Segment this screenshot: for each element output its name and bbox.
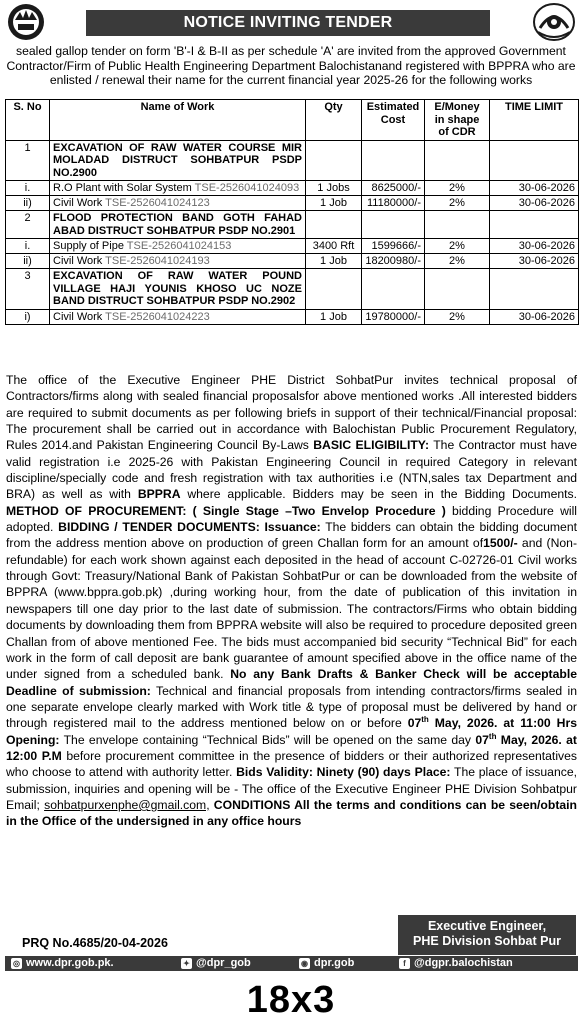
fee-amount: 1500/-	[483, 536, 518, 551]
empty-cell	[425, 211, 490, 239]
table-row	[6, 309, 579, 324]
opening-label: Opening:	[6, 732, 60, 747]
empty-cell	[425, 269, 490, 310]
tse-number: TSE-2526041024223	[105, 310, 210, 323]
method-label: METHOD OF PROCUREMENT: ( Single Stage –Two Envelop Procedure )	[6, 503, 446, 518]
row-emoney: 2%	[425, 196, 490, 211]
row-qty: 1 Job	[306, 196, 362, 211]
body-text: and (Non-refundable) for each work shown against each deposited in the head of account C-02726-01 Civil works through Govt: Treasury/National Bank of Pakistan SohbatPur or can be downloaded from the website of BPPRA (www.bppra.gob.pk) ,during working hour, from the date of publication of this invitation in newspapers till one day prior to the last date of submission. The contractors/Firms who obtain bidding documents by downloading them from BPPRA website will also be required to procedure deposited green Challan from of above mentioned Fee. The bids must accompanied bid security “Technical Bid” for each work in the form of call deposit are bank guarantee of amount specified above in the office name of the under signed from a scheduled bank.	[6, 536, 577, 682]
social-instagram[interactable]	[293, 956, 393, 971]
group-name: EXCAVATION OF RAW WATER COURSE MIR MOLADAD DISTRUCT SOHBATPUR PSDP NO.2900	[50, 140, 306, 181]
works-table	[5, 99, 579, 325]
row-time: 30-06-2026	[490, 196, 579, 211]
empty-cell	[306, 211, 362, 239]
signature-title: Executive Engineer,	[427, 919, 547, 933]
body-text: The office of the Executive Engineer PHE District SohbatPur invites technical proposal of Contractors/firms along with sealed financial proposalsfor above mentioned works .All interested bidders are required to submit documents as per following briefs in support of their technical/Financial proposal: The procurement shall be carried out in accordance with Balochistan Public Procurement Regulatory, Rules 2014.and Pakistan Engineering Council By-Laws	[6, 373, 577, 453]
row-sno: i.	[6, 181, 50, 196]
row-cost: 18200980/-	[362, 254, 425, 269]
row-sno: i)	[6, 309, 50, 324]
table-row	[6, 196, 579, 211]
prq-number: PRQ No.4685/20-04-2026	[22, 936, 168, 950]
no-drafts-label: No any Bank Drafts & Banker Check will be acceptable Deadline of submission:	[6, 667, 577, 698]
table-group-row	[6, 140, 579, 181]
row-emoney: 2%	[425, 254, 490, 269]
work-title: R.O Plant with Solar System	[53, 182, 192, 194]
row-cost: 1599666/-	[362, 239, 425, 254]
email-link[interactable]: sohbatpurxenphe@gmail.com,	[44, 797, 210, 812]
row-cost: 19780000/-	[362, 309, 425, 324]
row-time: 30-06-2026	[490, 254, 579, 269]
col-header-time: TIME LIMIT	[490, 100, 579, 141]
social-facebook[interactable]	[393, 956, 573, 971]
deadline-sup: th	[421, 715, 429, 725]
deadline-day: 07	[407, 716, 422, 731]
empty-cell	[362, 140, 425, 181]
row-time: 30-06-2026	[490, 181, 579, 196]
social-bar	[5, 956, 578, 971]
col-header-cost: Estimated Cost	[362, 100, 425, 141]
deadline-rest: May, 2026. at 11:00 Hrs	[428, 716, 577, 731]
body-text: The bidders can obtain the bidding document from the address mention above on production of green Challan form for an amount of	[6, 520, 577, 551]
body-text: Technical and financial proposals from intending contractors/firms sealed in one separate envelope clearly marked with Work title & type of proposal must be delivered by hand or through registered mail to the address mentioned below on or before	[6, 683, 577, 731]
twitter-handle[interactable]: @dpr_gob	[196, 957, 251, 969]
basic-eligibility-label: BASIC ELIGIBILITY:	[313, 438, 430, 453]
col-header-emoney: E/Money in shape of CDR	[425, 100, 490, 141]
group-sno: 2	[6, 211, 50, 239]
table-header-row	[6, 100, 579, 141]
row-emoney: 2%	[425, 239, 490, 254]
open-rest: May, 2026. at 12:00 P.M	[6, 732, 577, 763]
ad-size-label: 18x3	[246, 979, 336, 1021]
facebook-handle[interactable]: @dgpr.balochistan	[414, 957, 513, 969]
group-name: EXCAVATION OF RAW WATER POUND VILLAGE HAJI YOUNIS KHOSO UC NOZE BAND DISTRUCT SOHBATPUR PSDP NO.2902	[50, 269, 306, 310]
empty-cell	[306, 140, 362, 181]
body-text: before procurement committee in the presence of bidders or their authorized representatives who choose to attend with authority letter.	[6, 748, 577, 780]
notice-body	[6, 372, 577, 830]
open-day: 07	[475, 732, 489, 747]
row-work	[50, 239, 306, 254]
group-name: FLOOD PROTECTION BAND GOTH FAHAD ABAD DISTRUCT SOHBATPUR PSDP NO.2901	[50, 211, 306, 239]
body-text: The place of issuance, submission, inquiries and opening will be - The office of the Executive Engineer PHE Division Sohbatpur Email;	[6, 765, 577, 812]
validity-label: Bids Validity: Ninety (90) days Place:	[236, 765, 451, 780]
instagram-handle[interactable]: dpr.gob	[314, 957, 355, 969]
row-work	[50, 309, 306, 324]
table-row	[6, 254, 579, 269]
globe-icon: ◎	[11, 958, 22, 969]
bidding-label: BIDDING / TENDER DOCUMENTS: Issuance:	[58, 520, 321, 535]
empty-cell	[362, 211, 425, 239]
empty-cell	[490, 269, 579, 310]
twitter-icon: ✦	[181, 958, 192, 969]
open-sup: th	[488, 731, 497, 741]
row-cost: 8625000/-	[362, 181, 425, 196]
row-sno: i.	[6, 239, 50, 254]
page-title: NOTICE INVITING TENDER	[86, 10, 490, 36]
row-qty: 1 Job	[306, 254, 362, 269]
social-twitter[interactable]	[175, 956, 293, 971]
tse-number: TSE-2526041024123	[105, 197, 210, 209]
row-emoney: 2%	[425, 181, 490, 196]
work-title: Civil Work	[53, 310, 103, 323]
body-text: where applicable. Bidders may be seen in the Bidding Documents.	[180, 487, 577, 502]
tse-number: TSE-2526041024093	[194, 182, 300, 194]
group-sno: 1	[6, 140, 50, 181]
work-title: Civil Work	[53, 197, 103, 209]
row-work	[50, 254, 306, 269]
row-sno: ii)	[6, 254, 50, 269]
work-title: Supply of Pipe	[53, 240, 124, 252]
instagram-icon: ◉	[299, 958, 310, 969]
deadline-date	[408, 716, 577, 730]
facebook-icon: f	[399, 958, 410, 969]
body-text: The envelope containing “Technical Bids” will be opened on the same day	[59, 732, 476, 747]
col-header-qty: Qty	[306, 100, 362, 141]
col-header-sno: S. No	[6, 100, 50, 141]
body-text: The Contractor must have valid registration i.e 2025-26 with Pakistan Engineering Council in required Category in relevant discipline/specially code and fresh registration with tax authorities i.e (NTN,sales tax Department and BRA) as well as with	[6, 438, 577, 502]
empty-cell	[425, 140, 490, 181]
empty-cell	[490, 211, 579, 239]
group-sno: 3	[6, 269, 50, 310]
row-qty: 1 Jobs	[306, 181, 362, 196]
tse-number: TSE-2526041024153	[126, 240, 232, 252]
social-web[interactable]	[5, 956, 175, 971]
col-header-name: Name of Work	[50, 100, 306, 141]
government-seal-icon	[532, 2, 576, 42]
row-qty: 1 Job	[306, 309, 362, 324]
row-sno: ii)	[6, 196, 50, 211]
row-emoney: 2%	[425, 309, 490, 324]
work-title: Civil Work	[53, 255, 103, 267]
balochistan-emblem-icon	[6, 2, 46, 42]
row-time: 30-06-2026	[490, 239, 579, 254]
signature-block	[398, 915, 576, 955]
tse-number: TSE-2526041024193	[105, 255, 210, 267]
row-qty: 3400 Rft	[306, 239, 362, 254]
table-group-row	[6, 269, 579, 310]
row-work	[50, 196, 306, 211]
empty-cell	[362, 269, 425, 310]
row-time: 30-06-2026	[490, 309, 579, 324]
row-cost: 11180000/-	[362, 196, 425, 211]
empty-cell	[490, 140, 579, 181]
header	[0, 0, 582, 44]
bppra-label: BPPRA	[137, 487, 181, 502]
conditions-label: CONDITIONS All the terms and conditions can be seen/obtain in the Office of the undersigned in any office hours	[6, 797, 577, 829]
table-row	[6, 239, 579, 254]
empty-cell	[306, 269, 362, 310]
body-text: bidding Procedure will adopted.	[6, 503, 577, 535]
web-link[interactable]: www.dpr.gob.pk.	[26, 957, 114, 969]
row-work	[50, 181, 306, 196]
table-group-row	[6, 211, 579, 239]
table-row	[6, 181, 579, 196]
intro-paragraph: sealed gallop tender on form 'B'-I & B-II as per schedule 'A' are invited from the approved Government Contractor/Firm of Public Health Engineering Department Balochistanand registered with BPPRA who are enlisted / renewal their name for the current financial year 2025-26 for the following works	[6, 44, 576, 87]
signature-office: PHE Division Sohbat Pur	[413, 934, 561, 948]
